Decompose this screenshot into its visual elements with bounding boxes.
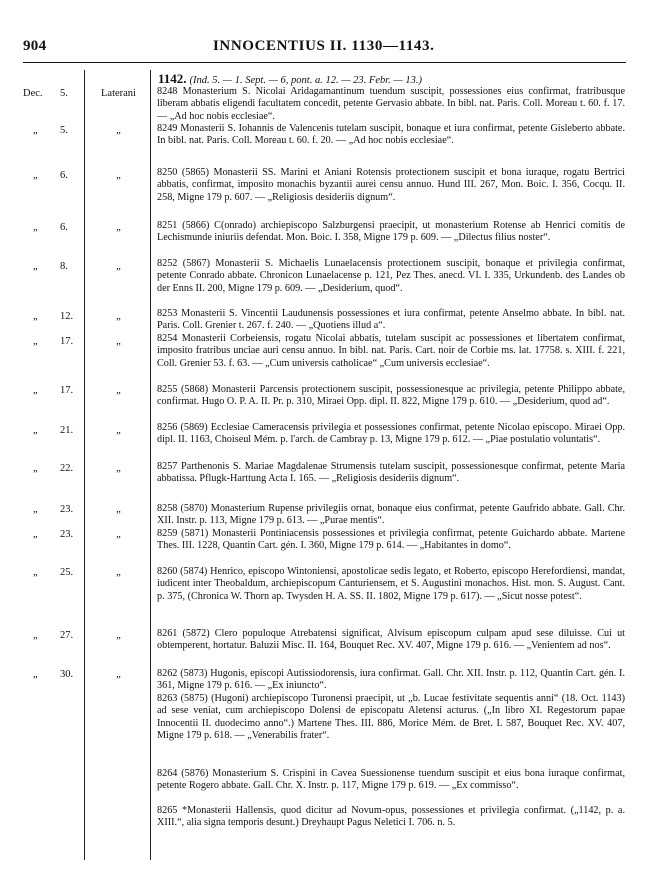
date-day: 6. bbox=[60, 222, 68, 233]
place-cell: „ bbox=[116, 261, 121, 272]
regest-entry: 8253 Monasterii S. Vincentii Laudunensis possessiones et iura confirmat, petente Anselmo abbate. In bibl. nat. Paris. Coll. Grenier t. 267. f. 240. — „Quotiens illud a“. bbox=[157, 308, 625, 332]
place-cell: „ bbox=[116, 529, 121, 540]
date-day: 17. bbox=[60, 336, 74, 347]
ditto-mark: „ bbox=[33, 170, 38, 181]
date-day: 5. bbox=[60, 88, 68, 99]
place-cell: „ bbox=[116, 222, 121, 233]
header-rule bbox=[23, 62, 626, 63]
regest-entry: 8264 (5876) Monasterium S. Crispini in Cavea Suessionense tuendum suscipit et eius bona iuraque confirmat, petente Rogero abbate. Gall. Chr. X. Instr. p. 117, Migne 179 p. 619. — „Ex commisso“. bbox=[157, 768, 625, 792]
place-cell: „ bbox=[116, 125, 121, 136]
place-cell: „ bbox=[116, 669, 121, 680]
regest-entry: 8254 Monasterii Corbeiensis, rogatu Nicolai abbatis, tutelam suscipit ac possessiones et libertatem confirmat, imposito fratribus unciae auri censu annuo. In bibl. nat. Paris. Cart. noir de Corbie ms. lat. 17758. s. XIII. f. 221, Coll. Grenier 53. f. 63. — „Cum universis catholicae“ „Cum universis ecclesiae“. bbox=[157, 333, 625, 369]
date-day: 25. bbox=[60, 567, 74, 578]
place-cell: „ bbox=[116, 567, 121, 578]
date-day: 21. bbox=[60, 425, 74, 436]
regest-entry: 8256 (5869) Ecclesiae Cameracensis privilegia et possessiones confirmat, petente Nicolao episcopo. Miraei Opp. dipl. II. 1163, Choiseul Mém. p. l'arch. de Cambray p. 13, Migne 179 p. 612. — „Piae postulatio voluntatis“. bbox=[157, 422, 625, 446]
date-column-divider bbox=[84, 70, 85, 860]
ditto-mark: „ bbox=[33, 311, 38, 322]
date-day: 23. bbox=[60, 529, 74, 540]
date-day: 17. bbox=[60, 385, 74, 396]
place-cell: „ bbox=[116, 170, 121, 181]
regest-entry: 8262 (5873) Hugonis, episcopi Autissiodorensis, iura confirmat. Gall. Chr. XII. Instr. p. 112, Quantin Cart. gén. I. 361, Migne 179 p. 616. — „Ex iniuncto“. bbox=[157, 668, 625, 692]
date-month: Dec. bbox=[23, 88, 43, 99]
regest-entry: 8251 (5866) C(onrado) archiepiscopo Salzburgensi praecipit, ut monasterium Rotense ab Henrici comitis de Lechismunde iniuriis defendat. Mon. Boic. I. 358, Migne 179 p. 609. — „Dilectus filius noster“. bbox=[157, 220, 625, 244]
place-cell: „ bbox=[116, 504, 121, 515]
place-cell: „ bbox=[116, 425, 121, 436]
regest-entry: 8252 (5867) Monasterii S. Michaelis Lunaelacensis protectionem suscipit, bonaque et privilegia confirmat, petente Conrado abbate. Chronicon Lunaelacense p. 121, Pez Thes. anecd. VI. I. 335, Urkundenb. des Landes ob der Enns II. 200, Migne 179 p. 609. — „Desiderium, quod“. bbox=[157, 258, 625, 294]
ditto-mark: „ bbox=[33, 425, 38, 436]
ditto-mark: „ bbox=[33, 567, 38, 578]
place-cell: „ bbox=[116, 385, 121, 396]
year-heading bbox=[158, 71, 422, 87]
regest-entry: 8249 Monasterii S. Iohannis de Valencenis tutelam suscipit, bonaque et iura confirmat, petente Gisleberto abbate. In bibl. nat. Paris. Coll. Moreau t. 60. f. 20. — „Ad hoc nobis ecclesiae“. bbox=[157, 123, 625, 147]
ditto-mark: „ bbox=[33, 630, 38, 641]
ditto-mark: „ bbox=[33, 669, 38, 680]
date-day: 22. bbox=[60, 463, 74, 474]
page-header bbox=[23, 38, 623, 58]
date-day: 27. bbox=[60, 630, 74, 641]
year-number: 1142. bbox=[158, 71, 187, 86]
date-day: 12. bbox=[60, 311, 74, 322]
regest-entry: 8258 (5870) Monasterium Rupense privilegiis ornat, bonaque eius confirmat, petente Gaufrido abbate. Gall. Chr. XII. Instr. p. 113, Migne 179 p. 613. — „Purae mentis“. bbox=[157, 503, 625, 527]
regest-entry: 8263 (5875) (Hugoni) archiepiscopo Turonensi praecipit, ut „b. Lucae festivitate sequentis anni“ (18. Oct. 1143) ad sese veniat, cum archiepiscopo Dolensi de episcopatu Aletensi acturus. („In libro XI. Regestorum papae Innocentii II. duodecimo anno“.) Martene Thes. III. 886, Morice Mém. de Bret. I. 587, Bouquet Rec. XV. 407, Migne 179 p. 618. — „Venerabilis frater“. bbox=[157, 693, 625, 741]
place-cell: Laterani bbox=[101, 88, 136, 99]
page-number: 904 bbox=[23, 38, 47, 54]
ditto-mark: „ bbox=[33, 385, 38, 396]
date-day: 8. bbox=[60, 261, 68, 272]
ditto-mark: „ bbox=[33, 261, 38, 272]
year-note: (Ind. 5. — 1. Sept. — 6, pont. a. 12. — 23. Febr. — 13.) bbox=[189, 75, 422, 86]
regest-entry: 8255 (5868) Monasterii Parcensis protectionem suscipit, possessionesque ac privilegia, petente Philippo abbate, confirmat. Hugo O. P. A. II. Pr. p. 310, Miraei Opp. dipl. II. 822, Migne 179 p. 610. — „Desiderium, quod ad“. bbox=[157, 384, 625, 408]
date-day: 6. bbox=[60, 170, 68, 181]
ditto-mark: „ bbox=[33, 222, 38, 233]
regest-entry: 8265 *Monasterii Hallensis, quod dicitur ad Novum-opus, possessiones et privilegia confirmat. („1142, p. a. XIII.“, alia signa temporis desunt.) Dreyhaupt Pagus Neletici I. 706. n. 5. bbox=[157, 805, 625, 829]
ditto-mark: „ bbox=[33, 336, 38, 347]
ditto-mark: „ bbox=[33, 529, 38, 540]
ditto-mark: „ bbox=[33, 504, 38, 515]
date-day: 30. bbox=[60, 669, 74, 680]
date-day: 23. bbox=[60, 504, 74, 515]
date-day: 5. bbox=[60, 125, 68, 136]
place-cell: „ bbox=[116, 630, 121, 641]
place-column-divider bbox=[150, 70, 151, 860]
ditto-mark: „ bbox=[33, 463, 38, 474]
regest-entry: 8260 (5874) Henrico, episcopo Wintoniensi, apostolicae sedis legato, et Roberto, episcopo Herefordiensi, mandat, iudicent inter Theobaldum, archiepiscopum Canturiensem, et S. Augustini monachos. Hist. mon. S. August. Cant. p. 375, (Chronica W. Thorn ap. Twysden H. A. SS. II. 1802, Migne 179 p. 617). — „Sicut nosse potest“. bbox=[157, 566, 625, 602]
regest-entry: 8248 Monasterium S. Nicolai Aridagamantinum tuendum suscipit, possessiones eius confirmat, fratribusque liberam abbatis eligendi facultatem concedit, petente Gervasio abbate. In bibl. nat. Paris. Coll. Moreau t. 60. f. 17. — „Ad hoc nobis ecclesiae“. bbox=[157, 86, 625, 122]
regest-entry: 8257 Parthenonis S. Mariae Magdalenae Strumensis tutelam suscipit, possessionesque confirmat, petente Maria abbatissa. Pflugk-Harttung Acta I. 165. — „Religiosis desideriis dignum“. bbox=[157, 461, 625, 485]
regest-entry: 8250 (5865) Monasterii SS. Marini et Aniani Rotensis protectionem suscipit et bona iuraque, rogatu Bertrici abbatis, confirmat, imposito monachis byzantii aurei censu annuo. Hund III. 267, Mon. Boic. I. 356, Cocqu. II. 258, Migne 179 p. 607. — „Religiosis desideriis dignum“. bbox=[157, 167, 625, 203]
running-title: INNOCENTIUS II. 1130—1143. bbox=[213, 38, 435, 54]
place-cell: „ bbox=[116, 463, 121, 474]
place-cell: „ bbox=[116, 311, 121, 322]
place-cell: „ bbox=[116, 336, 121, 347]
ditto-mark: „ bbox=[33, 125, 38, 136]
regest-entry: 8259 (5871) Monasterii Pontiniacensis possessiones et privilegia confirmat, petente Guichardo abbate. Martene Thes. III. 1228, Quantin Cart. gén. I. 360, Migne 179 p. 614. — „Habitantes in domo“. bbox=[157, 528, 625, 552]
regest-entry: 8261 (5872) Clero populoque Atrebatensi significat, Alvisum episcopum culpam apud sese diluisse. Cui ut obtemperent, hortatur. Baluzii Misc. II. 164, Bouquet Rec. XV. 407, Migne 179 p. 616. — „Venientem ad nos“. bbox=[157, 628, 625, 652]
